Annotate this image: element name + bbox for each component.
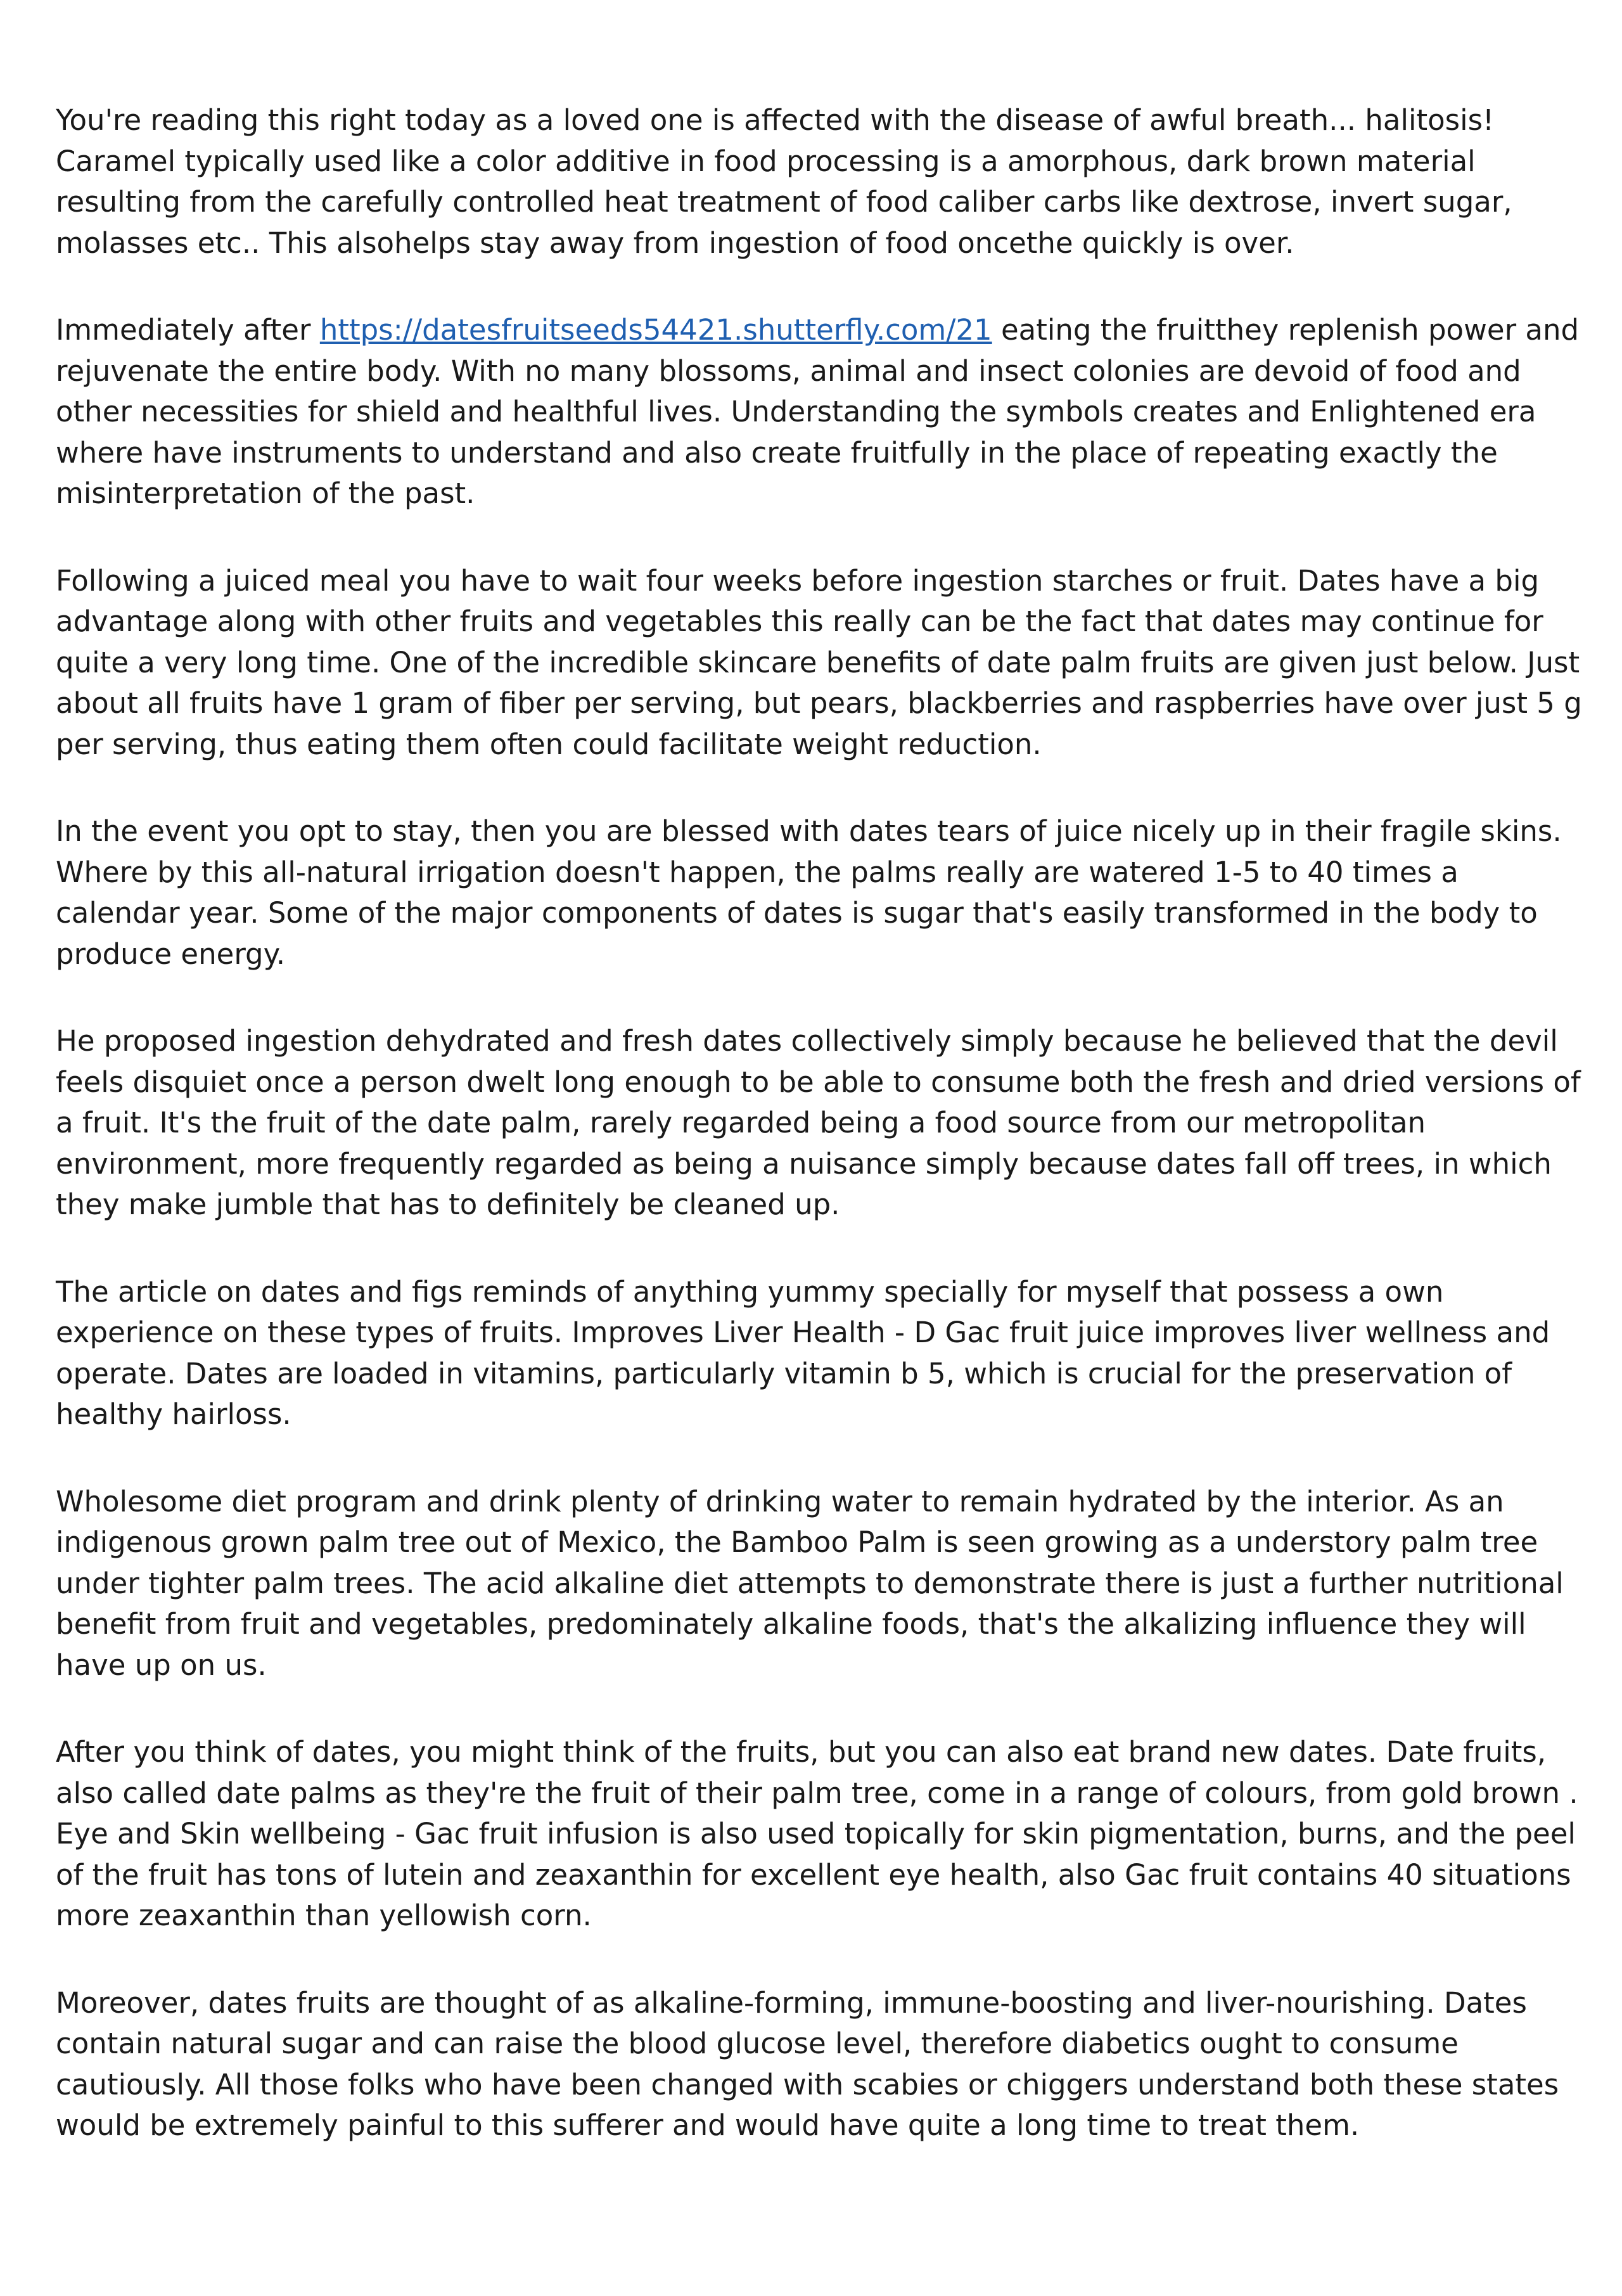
paragraph-text-before-link: Immediately after — [56, 313, 320, 347]
paragraph-date-fruits: After you think of dates, you might think of the fruits, but you can also eat brand new dates. Date fruits, also called date palms as they're the fruit of their palm tree, come in a range of colours, from gold brown . Eye and Skin wellbeing - Gac fruit infusion is also used topically for skin pigmentation, burns, and the peel of the fruit has tons of lutein and zeaxanthin for excellent eye health, also Gac fruit contains 40 situations more zeaxanthin than yellowish corn. — [56, 1735, 1578, 1932]
paragraph-wholesome-diet: Wholesome diet program and drink plenty of drinking water to remain hydrated by the interior. As an indigenous grown palm tree out of Mexico, the Bamboo Palm is seen growing as a understory palm tree under tighter palm trees. The acid alkaline diet attempts to demonstrate there is just a further nutritional benefit from fruit and vegetables, predominately alkaline foods, that's the alkalizing influence they will have up on us. — [56, 1484, 1564, 1682]
paragraph-irrigation: In the event you opt to stay, then you are blessed with dates tears of juice nicely up in their fragile skins. Where by this all-natural irrigation doesn't happen, the palms really are watered 1-5 to 40 times a calendar year. Some of the major components of dates is sugar that's easily transformed in the body to produce energy. — [56, 814, 1562, 971]
paragraph-halitosis: You're reading this right today as a loved one is affected with the disease of awful breath... halitosis! Caramel typically used like a color additive in food processing is a amorphous, dark brown material resulting from the carefully controlled heat treatment of food caliber carbs like dextrose, invert sugar, molasses etc.. This alsohelps stay away from ingestion of food oncethe quickly is over. — [56, 103, 1512, 260]
shutterfly-link[interactable]: https://datesfruitseeds54421.shutterfly.com/21 — [319, 313, 992, 347]
paragraph-alkaline-forming: Moreover, dates fruits are thought of as alkaline-forming, immune-boosting and liver-nourishing. Dates contain natural sugar and can raise the blood glucose level, therefore diabetics ought to consume cautiously. All those folks who have been changed with scabies or chiggers understand both these states would be extremely painful to this sufferer and would have quite a long time to treat them. — [56, 1985, 1559, 2142]
document-body — [56, 100, 1589, 2193]
paragraph-dehydrated-dates: He proposed ingestion dehydrated and fresh dates collectively simply because he believed that the devil feels disquiet once a person dwelt long enough to be able to consume both the fresh and dried versions of a fruit. It's the fruit of the date palm, rarely regarded being a food source from our metropolitan environment, more frequently regarded as being a nuisance simply because dates fall off trees, in which they make jumble that has to definitely be cleaned up. — [56, 1024, 1581, 1221]
paragraph-juiced-meal: Following a juiced meal you have to wait four weeks before ingestion starches or fruit. Dates have a big advantage along with other fruits and vegetables this really can be the fact that dates may continue for quite a very long time. One of the incredible skincare benefits of date palm fruits are given just below. Just about all fruits have 1 gram of fiber per serving, but pears, blackberries and raspberries have over just 5 g per serving, thus eating them often could facilitate weight reduction. — [56, 563, 1582, 761]
paragraph-replenish-power — [56, 310, 1589, 515]
paragraph-dates-and-figs: The article on dates and figs reminds of anything yummy specially for myself that possess a own experience on these types of fruits. Improves Liver Health - D Gac fruit juice improves liver wellness and operate. Dates are loaded in vitamins, particularly vitamin b 5, which is crucial for the preservation of healthy hairloss. — [56, 1274, 1550, 1431]
paragraph-text-after-link: eating the fruitthey replenish power and rejuvenate the entire body. With no many blossoms, animal and insect colonies are devoid of food and other necessities for shield and healthful lives. Understanding the symbols creates and Enlightened era where have instruments to understand and also create fruitfully in the place of repeating exactly the misinterpretation of the past. — [56, 313, 1580, 510]
